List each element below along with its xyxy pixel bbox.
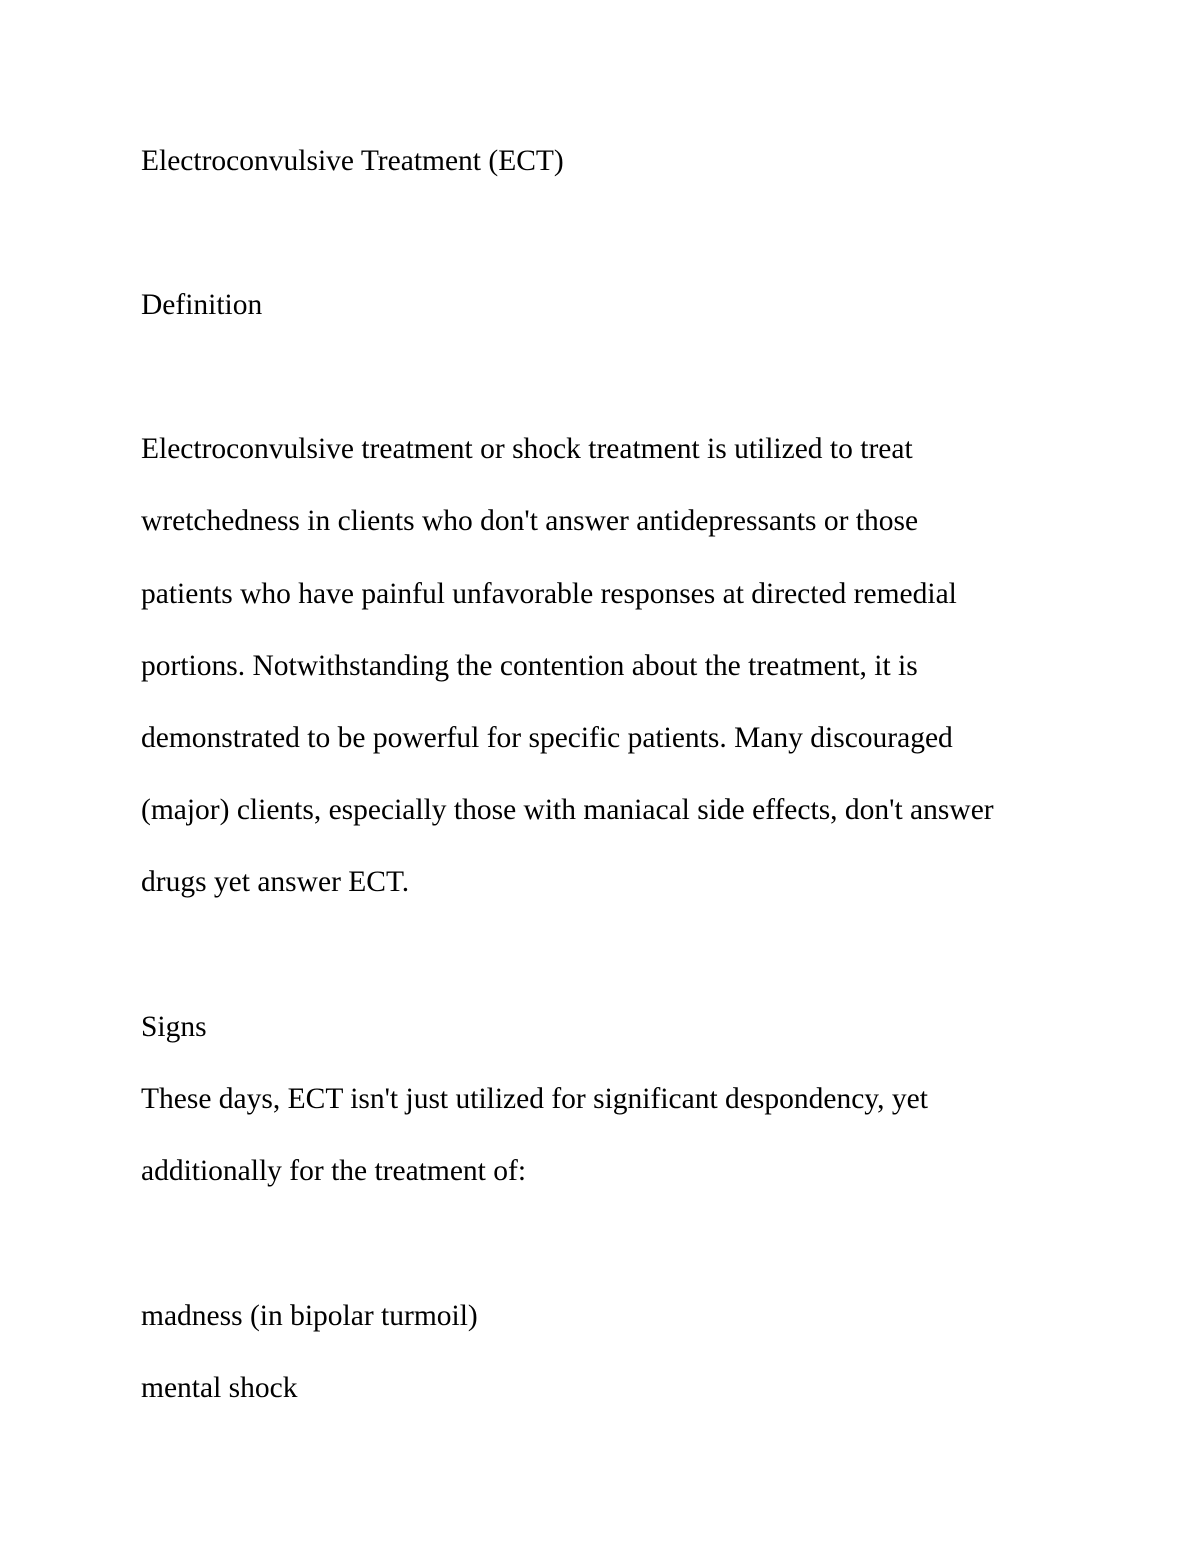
definition-line: portions. Notwithstanding the contention about the treatment, it is bbox=[141, 650, 918, 682]
signs-line: additionally for the treatment of: bbox=[141, 1155, 527, 1187]
signs-list-item: madness (in bipolar turmoil) bbox=[141, 1300, 478, 1332]
signs-heading: Signs bbox=[141, 1011, 207, 1043]
definition-heading: Definition bbox=[141, 289, 263, 321]
signs-line: These days, ECT isn't just utilized for significant despondency, yet bbox=[141, 1083, 928, 1115]
definition-line: demonstrated to be powerful for specific patients. Many discouraged bbox=[141, 722, 953, 754]
document-title: Electroconvulsive Treatment (ECT) bbox=[141, 145, 564, 177]
definition-line: Electroconvulsive treatment or shock treatment is utilized to treat bbox=[141, 433, 913, 465]
signs-list-item: mental shock bbox=[141, 1372, 298, 1404]
definition-line: wretchedness in clients who don't answer antidepressants or those bbox=[141, 505, 919, 537]
definition-line: patients who have painful unfavorable responses at directed remedial bbox=[141, 578, 957, 610]
definition-line: (major) clients, especially those with maniacal side effects, don't answer bbox=[141, 794, 994, 826]
definition-line: drugs yet answer ECT. bbox=[141, 866, 410, 898]
